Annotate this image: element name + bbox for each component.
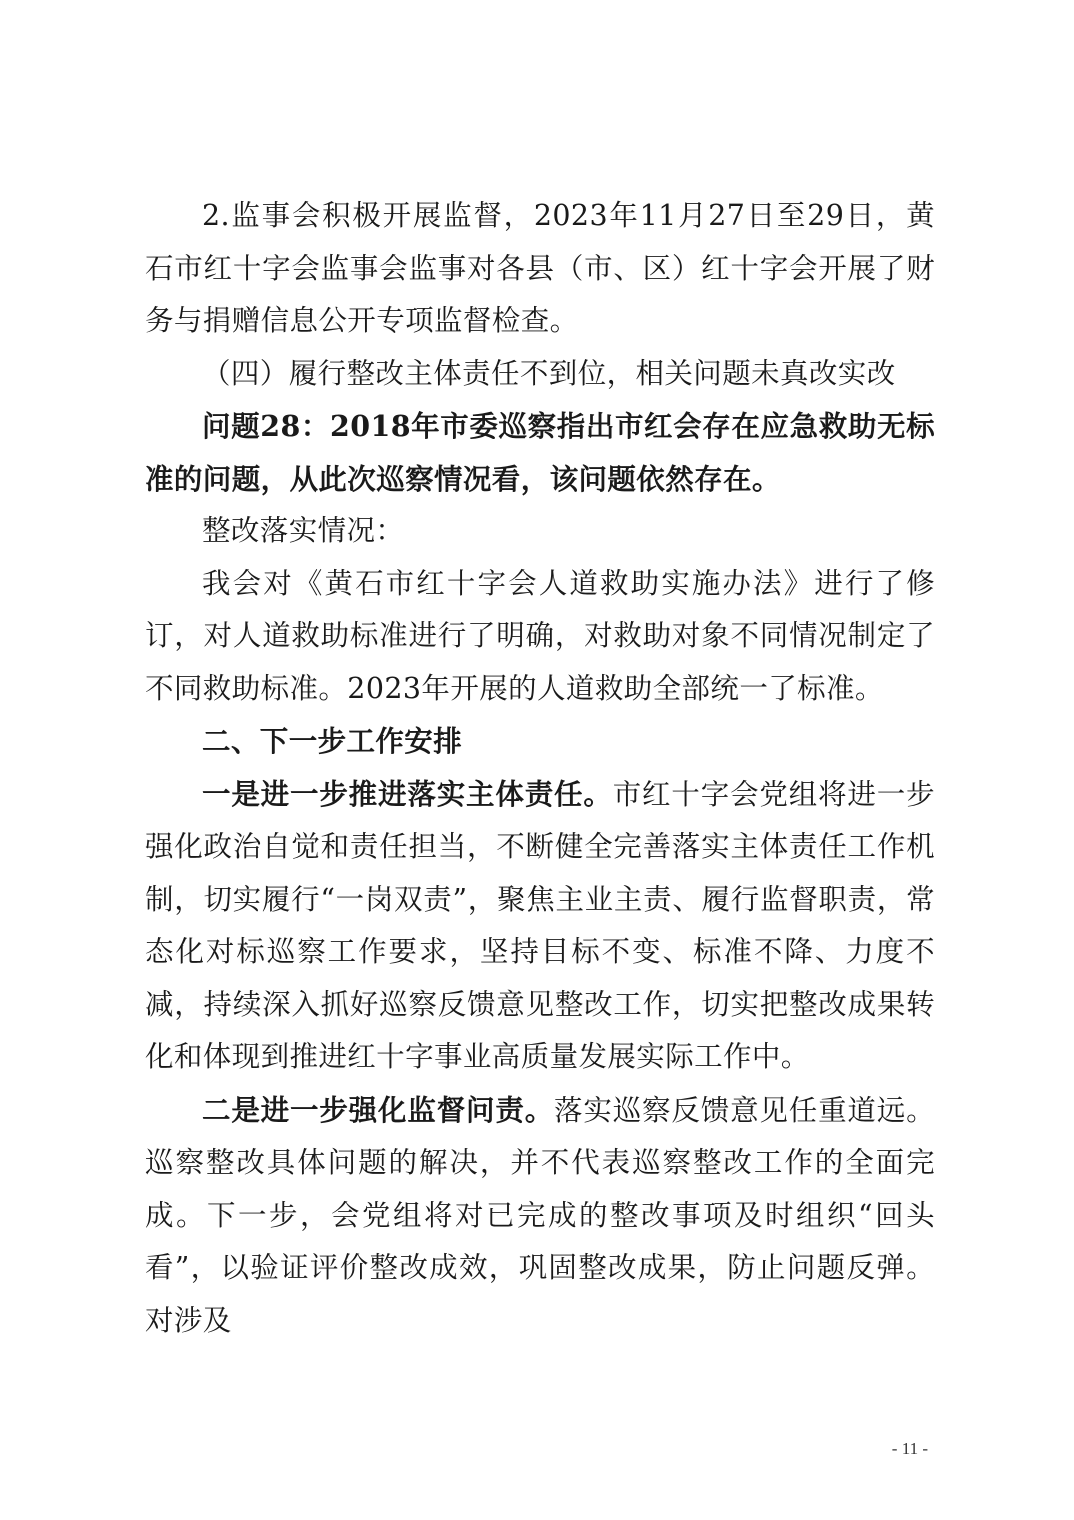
document-body	[145, 190, 935, 1347]
page-number: - 11 -	[891, 1439, 928, 1458]
rectification-status-label: 整改落实情况：	[202, 514, 405, 547]
first-measure-text: 市红十字会党组将进一步强化政治自觉和责任担当，不断健全完善落实主体责任工作机制，切实履行“一岗双责”，聚焦主业主责、履行监督职责，常态化对标巡察工作要求，坚持目标不变、标准不降、力度不减，持续深入抓好巡察反馈意见整改工作，切实把整改成果转化和体现到推进红十字事业高质量发展实际工作中。	[145, 777, 935, 1073]
second-measure-lead: 二是进一步强化监督问责。	[202, 1092, 555, 1127]
section-heading-next-steps: 二、下一步工作安排	[202, 724, 463, 758]
paragraph-second-measure	[145, 1084, 935, 1348]
paragraph-supervisory-board: 2.监事会积极开展监督，2023年11月27日至29日，黄石市红十字会监事会监事对各县（市、区）红十字会开展了财务与捐赠信息公开专项监督检查。	[145, 199, 935, 337]
first-measure-lead: 一是进一步推进落实主体责任。	[202, 776, 613, 811]
paragraph-rescue-standard: 我会对《黄石市红十字会人道救助实施办法》进行了修订，对人道救助标准进行了明确，对救助对象不同情况制定了不同救助标准。2023年开展的人道救助全部统一了标准。	[145, 566, 935, 705]
second-measure-text: 落实巡察反馈意见任重道远。巡察整改具体问题的解决，并不代表巡察整改工作的全面完成。下一步，会党组将对已完成的整改事项及时组织“回头看”，以验证评价整改成效，巩固整改成果，防止问题反弹。对涉及	[145, 1093, 935, 1337]
issue-28-heading: 问题28：2018年市委巡察指出市红会存在应急救助无标准的问题，从此次巡察情况看，该问题依然存在。	[145, 409, 935, 496]
paragraph-first-measure	[145, 768, 935, 1084]
section-heading-four: （四）履行整改主体责任不到位，相关问题未真改实改	[202, 356, 896, 390]
